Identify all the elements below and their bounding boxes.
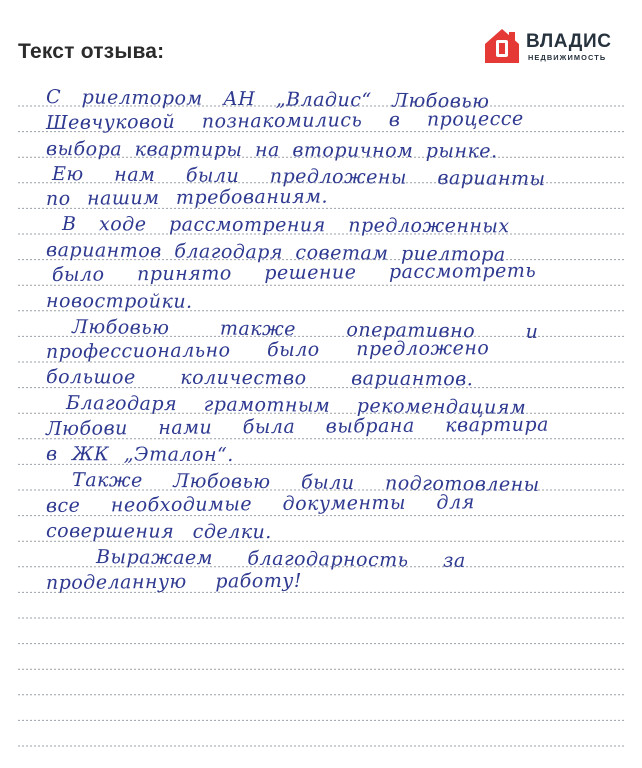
handwritten-line: в ЖК „Эталон“. xyxy=(46,443,234,466)
handwritten-line: большое количество вариантов. xyxy=(46,366,474,391)
handwritten-line: В ходе рассмотрения предложенных xyxy=(62,213,510,238)
handwritten-line: Ею нам были предложены варианты xyxy=(52,163,546,191)
handwritten-line: С риелтором АН „Владис“ Любовью xyxy=(46,86,490,113)
handwritten-line: профессионально было предложено xyxy=(45,337,490,363)
handwritten-line: совершения сделки. xyxy=(46,520,272,544)
handwritten-line: Любовью также оперативно и xyxy=(72,316,539,343)
house-icon xyxy=(484,28,520,64)
handwritten-line: Выражаем благодарность за xyxy=(96,546,466,572)
page-title: Текст отзыва: xyxy=(18,40,165,63)
vladis-logo xyxy=(484,28,624,66)
logo-name: ВЛАДИС xyxy=(526,31,612,52)
handwritten-line: выбора квартиры на вторичном рынке. xyxy=(46,138,498,163)
handwritten-line: было принято решение рассмотреть xyxy=(51,259,537,286)
handwritten-line: новостройки. xyxy=(46,290,193,313)
handwritten-line: Любови нами была выбрана квартира xyxy=(45,413,549,440)
handwritten-line: проделанную работу! xyxy=(45,569,303,594)
handwritten-line: Шевчуковой познакомились в процессе xyxy=(45,107,524,134)
handwritten-line: по нашим требованиям. xyxy=(45,185,329,210)
logo-subtitle: НЕДВИЖИМОСТЬ xyxy=(528,53,607,62)
handwritten-line: все необходимые документы для xyxy=(45,491,475,517)
handwritten-line: Благодаря грамотным рекомендациям xyxy=(66,392,527,419)
handwritten-line: Также Любовью были подготовлены xyxy=(72,469,540,496)
handwritten-line: вариантов благодаря советам риелтора xyxy=(46,239,506,266)
